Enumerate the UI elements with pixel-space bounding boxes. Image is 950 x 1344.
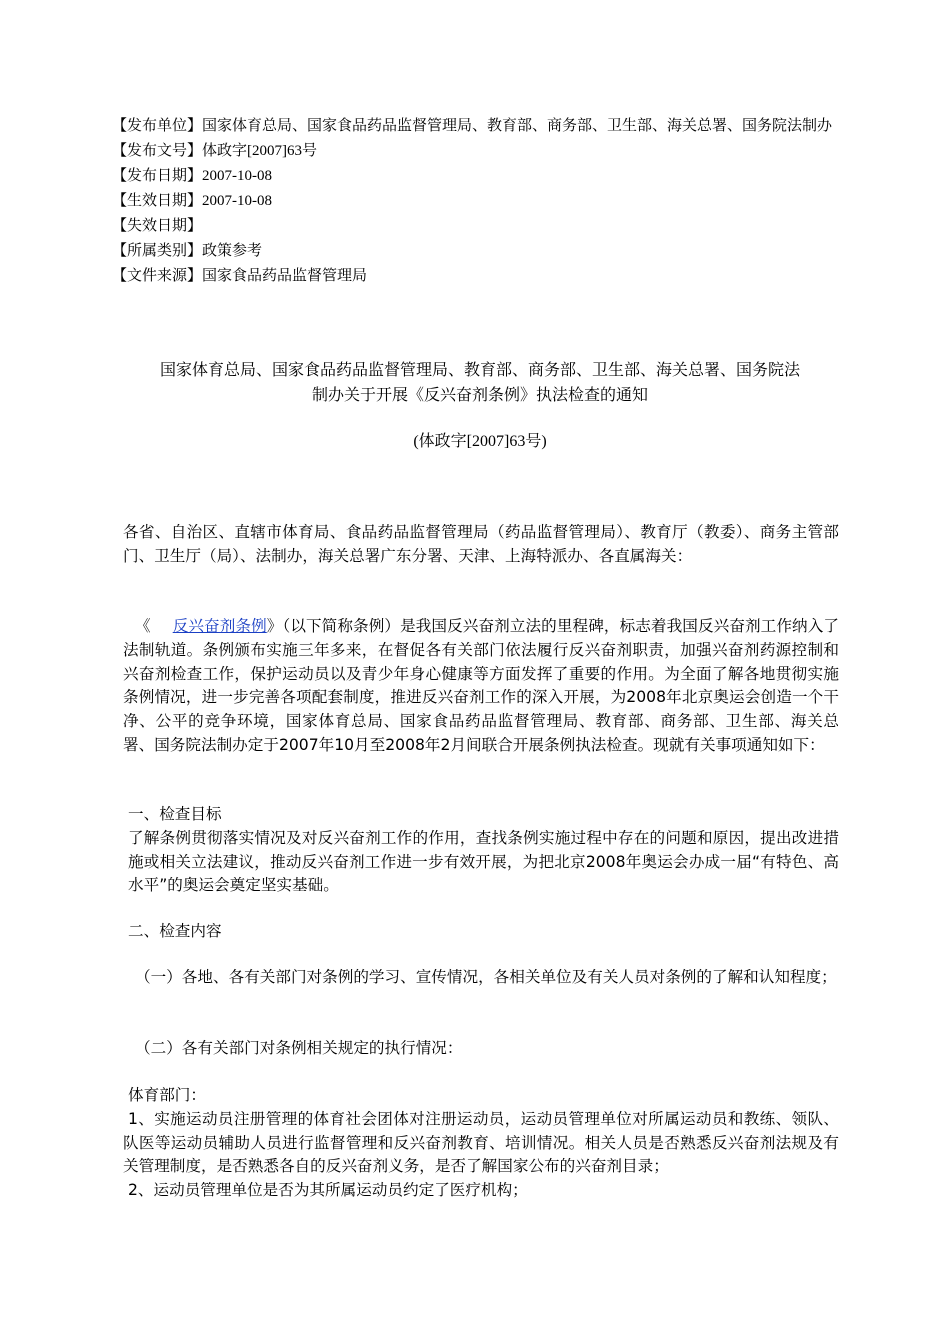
item-1-paragraph — [123, 966, 839, 990]
meta-value: 2007-10-08 — [202, 168, 273, 184]
meta-row-category — [112, 239, 942, 264]
meta-label: 【发布文号】 — [112, 143, 203, 159]
sports-item-2: 2、运动员管理单位是否为其所属运动员约定了医疗机构； — [128, 1181, 528, 1200]
regulation-link[interactable]: 反兴奋剂条例 — [172, 617, 267, 635]
meta-label: 【文件来源】 — [112, 268, 203, 284]
section-1-heading: 一、检查目标 — [128, 805, 222, 823]
item-1-text: （一）各地、各有关部门对条例的学习、宣传情况，各相关单位及有关人员对条例的了解和认知程度； — [135, 968, 837, 986]
item-2-text: （二）各有关部门对条例相关规定的执行情况： — [135, 1039, 463, 1057]
sports-section — [123, 1084, 839, 1203]
salutation-text: 各省、自治区、直辖市体育局、食品药品监督管理局（药品监督管理局）、教育厅（教委）、商务主管部门、卫生厅（局）、法制办，海关总署广东分署、天津、上海特派办、各直属海关： — [123, 523, 839, 565]
sports-item-1 — [123, 1108, 839, 1179]
intro-text: 》（以下简称条例）是我国反兴奋剂立法的里程碑，标志着我国反兴奋剂工作纳入了法制轨道。条例颁布实施三年多来，在督促各有关部门依法履行反兴奋剂职责，加强兴奋剂药源控制和兴奋剂检查工作，保护运动员以及青少年身心健康等方面发挥了重要的作用。为全面了解各地贯彻实施条例情况，进一步完善各项配套制度，推进反兴奋剂工作的深入开展，为2008年北京奥运会创造一个干净、公平的竞争环境，国家体育总局、国家食品药品监督管理局、教育部、商务部、卫生部、海关总署、国务院法制办定于2007年10月至2008年2月间联合开展条例执法检查。现就有关事项通知如下： — [123, 617, 839, 754]
meta-row-expiry-date — [112, 214, 942, 239]
sports-item-1-part-a: 1、实施运动员注册管理的体育社会团体对注册运动员，运动员管理单位对所属运动员和教练、领队、队医等运动员辅助人员进行监督管理和反兴奋剂教育、培训情况。 — [123, 1109, 839, 1152]
metadata-block — [112, 114, 942, 289]
document-title — [112, 358, 848, 408]
section-1 — [123, 803, 839, 898]
sports-heading: 体育部门： — [128, 1086, 206, 1104]
meta-row-issuer — [112, 114, 942, 139]
intro-paragraph — [123, 615, 839, 758]
section-2-heading — [123, 920, 839, 944]
section-2-heading-text: 二、检查内容 — [128, 922, 222, 940]
section-1-text: 了解条例贯彻落实情况及对反兴奋剂工作的作用，查找条例实施过程中存在的问题和原因，提出改进措施或相关立法建议，推动反兴奋剂工作进一步有效开展，为把北京2008年奥运会办成一届“有特色、高水平”的奥运会奠定坚实基础。 — [128, 828, 839, 895]
document-number: (体政字[2007]63号) — [413, 433, 547, 450]
item-2-paragraph — [123, 1037, 839, 1061]
meta-value: 体政字[2007]63号 — [202, 143, 318, 159]
meta-value: 国家体育总局、国家食品药品监督管理局、教育部、商务部、卫生部、海关总署、国务院法制办 — [202, 118, 833, 134]
title-line-1: 国家体育总局、国家食品药品监督管理局、教育部、商务部、卫生部、海关总署、国务院法 — [159, 362, 800, 379]
meta-row-doc-number — [112, 139, 942, 164]
meta-row-source — [112, 264, 942, 289]
meta-label: 【所属类别】 — [112, 243, 203, 259]
meta-row-issue-date — [112, 164, 942, 189]
meta-row-effective-date — [112, 189, 942, 214]
meta-value: 政策参考 — [202, 243, 263, 259]
meta-value: 国家食品药品监督管理局 — [202, 268, 368, 284]
salutation-paragraph — [123, 521, 839, 569]
meta-value: 2007-10-08 — [202, 193, 273, 209]
sports-item-1-part-b: 相关人员是否熟悉反兴奋剂法规及有关管理制度，是否熟悉各自的反兴奋剂义务，是否了解国家公布的兴奋剂目录； — [123, 1133, 839, 1176]
meta-label: 【发布单位】 — [112, 118, 203, 134]
intro-prefix: 《 — [135, 617, 151, 635]
meta-label: 【生效日期】 — [112, 193, 203, 209]
meta-label: 【发布日期】 — [112, 168, 203, 184]
title-line-2: 制办关于开展《反兴奋剂条例》执法检查的通知 — [311, 387, 648, 404]
meta-label: 【失效日期】 — [112, 218, 203, 234]
